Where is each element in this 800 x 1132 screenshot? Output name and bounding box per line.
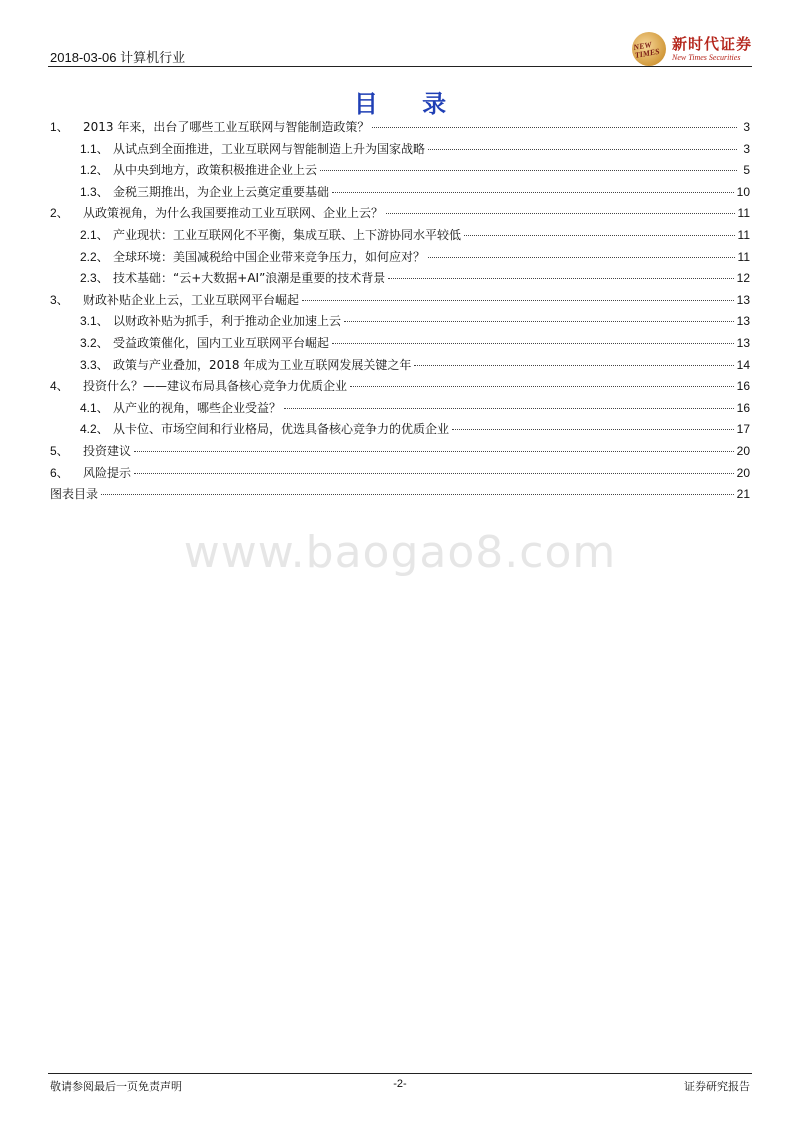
toc-entry-title: 技术基础：“云+大数据+AI”浪潮是重要的技术背景	[113, 271, 386, 286]
toc-dot-leader	[464, 235, 735, 236]
watermark: www.baogao8.com	[183, 527, 617, 578]
toc-dot-leader	[332, 192, 734, 193]
toc-entry-title: 全球环境：美国减税给中国企业带来竞争压力，如何应对？	[113, 249, 426, 264]
toc-entry-page: 13	[736, 335, 750, 350]
footer-divider	[48, 1073, 752, 1074]
toc-entry[interactable]	[50, 290, 750, 312]
toc-entry-title: 风险提示	[83, 465, 132, 480]
toc-entry-page: 11	[737, 227, 750, 242]
toc-entry-page: 10	[736, 184, 750, 199]
toc-dot-leader	[134, 473, 734, 474]
footer-report-type: 证券研究报告	[684, 1080, 750, 1093]
toc-entry-title: 从政策视角，为什么我国要推动工业互联网、企业上云？	[83, 206, 384, 221]
toc-entry-page: 12	[736, 271, 750, 286]
company-logo	[632, 32, 752, 66]
toc-entry-number: 4.2、	[80, 422, 109, 437]
toc-entry-number: 1.2、	[80, 163, 109, 178]
toc-entry-title: 以财政补贴为抓手，利于推动企业加速上云	[113, 314, 342, 329]
toc-dot-leader	[414, 365, 733, 366]
logo-english-name: New Times Securities	[672, 53, 741, 62]
toc-entry-page: 16	[736, 379, 750, 394]
toc-entry-title: 财政补贴企业上云，工业互联网平台崛起	[83, 292, 300, 307]
toc-dot-leader	[428, 257, 735, 258]
toc-dot-leader	[302, 300, 734, 301]
toc-dot-leader	[386, 213, 735, 214]
toc-entry-page: 13	[736, 292, 750, 307]
toc-entry-page: 14	[736, 357, 750, 372]
toc-entry[interactable]	[50, 139, 750, 161]
toc-entry-number: 6、	[50, 465, 69, 480]
toc-entry[interactable]	[50, 117, 750, 139]
toc-entry-number: 3、	[50, 292, 69, 307]
toc-entry[interactable]	[50, 376, 750, 398]
toc-entry-page: 17	[736, 422, 750, 437]
toc-dot-leader	[372, 127, 737, 128]
toc-entry-number: 3.3、	[80, 357, 109, 372]
toc-entry-title: 金税三期推出，为企业上云奠定重要基础	[113, 184, 330, 199]
toc-dot-leader	[344, 321, 734, 322]
toc-entry-page: 5	[743, 163, 750, 178]
toc-entry-page: 16	[736, 400, 750, 415]
footer-disclaimer: 敬请参阅最后一页免责声明	[50, 1080, 182, 1093]
toc-dot-leader	[452, 429, 734, 430]
table-of-contents	[50, 117, 750, 506]
header-date-industry: 2018-03-06 计算机行业	[50, 50, 186, 65]
toc-dot-leader	[350, 386, 734, 387]
toc-entry-number: 4、	[50, 379, 69, 394]
toc-entry-number: 3.2、	[80, 335, 109, 350]
toc-dot-leader	[428, 149, 737, 150]
toc-entry[interactable]	[50, 484, 750, 506]
toc-entry-title: 2013 年来，出台了哪些工业互联网与智能制造政策？	[83, 120, 370, 134]
toc-entry-number: 1、	[50, 120, 69, 134]
toc-entry[interactable]	[50, 182, 750, 204]
toc-entry-title: 从产业的视角，哪些企业受益？	[113, 400, 282, 415]
toc-entry-number: 1.1、	[80, 141, 109, 156]
toc-entry-page: 11	[737, 249, 750, 264]
toc-entry[interactable]	[50, 311, 750, 333]
toc-entry-title: 产业现状：工业互联网化不平衡，集成互联、上下游协同水平较低	[113, 227, 462, 242]
toc-entry[interactable]	[50, 419, 750, 441]
toc-entry-number: 2、	[50, 206, 69, 221]
toc-entry[interactable]	[50, 355, 750, 377]
toc-entry-title: 从中央到地方，政策积极推进企业上云	[113, 163, 318, 178]
toc-entry-number: 2.1、	[80, 227, 109, 242]
toc-entry[interactable]	[50, 441, 750, 463]
toc-dot-leader	[134, 451, 734, 452]
toc-entry-title: 政策与产业叠加，2018 年成为工业互联网发展关键之年	[113, 357, 412, 372]
toc-dot-leader	[388, 278, 733, 279]
toc-entry-title: 投资建议	[83, 443, 132, 458]
header-divider	[48, 66, 752, 67]
toc-entry-number: 2.2、	[80, 249, 109, 264]
toc-entry[interactable]	[50, 398, 750, 420]
toc-entry-page: 20	[736, 443, 750, 458]
toc-dot-leader	[101, 494, 734, 495]
toc-dot-leader	[320, 170, 737, 171]
toc-entry[interactable]	[50, 333, 750, 355]
toc-entry-page: 3	[743, 120, 750, 134]
toc-entry-page: 11	[737, 206, 750, 221]
toc-entry-number: 2.3、	[80, 271, 109, 286]
toc-entry-number: 4.1、	[80, 400, 109, 415]
toc-entry-number: 1.3、	[80, 184, 109, 199]
toc-entry-number: 5、	[50, 443, 69, 458]
toc-entry-page: 3	[743, 141, 750, 156]
toc-entry[interactable]	[50, 268, 750, 290]
toc-entry-title: 从试点到全面推进，工业互联网与智能制造上升为国家战略	[113, 141, 426, 156]
toc-entry[interactable]	[50, 247, 750, 269]
toc-dot-leader	[332, 343, 734, 344]
toc-entry-number: 3.1、	[80, 314, 109, 329]
toc-title: 目 录	[353, 90, 465, 118]
toc-entry-page: 20	[736, 465, 750, 480]
toc-entry-page: 21	[736, 487, 750, 502]
logo-mark-text: NEW TIMES	[632, 40, 661, 61]
toc-dot-leader	[284, 408, 734, 409]
logo-chinese-name: 新时代证券	[672, 35, 753, 53]
toc-entry[interactable]	[50, 463, 750, 485]
toc-entry-page: 13	[736, 314, 750, 329]
toc-entry-title: 从卡位、市场空间和行业格局，优选具备核心竞争力的优质企业	[113, 422, 450, 437]
toc-entry-title: 受益政策催化，国内工业互联网平台崛起	[113, 335, 330, 350]
toc-entry[interactable]	[50, 225, 750, 247]
toc-entry[interactable]	[50, 160, 750, 182]
toc-entry-title: 图表目录	[50, 487, 99, 502]
toc-entry-title: 投资什么？——建议布局具备核心竞争力优质企业	[83, 379, 348, 394]
toc-entry[interactable]	[50, 203, 750, 225]
page-number: -2-	[393, 1078, 407, 1090]
